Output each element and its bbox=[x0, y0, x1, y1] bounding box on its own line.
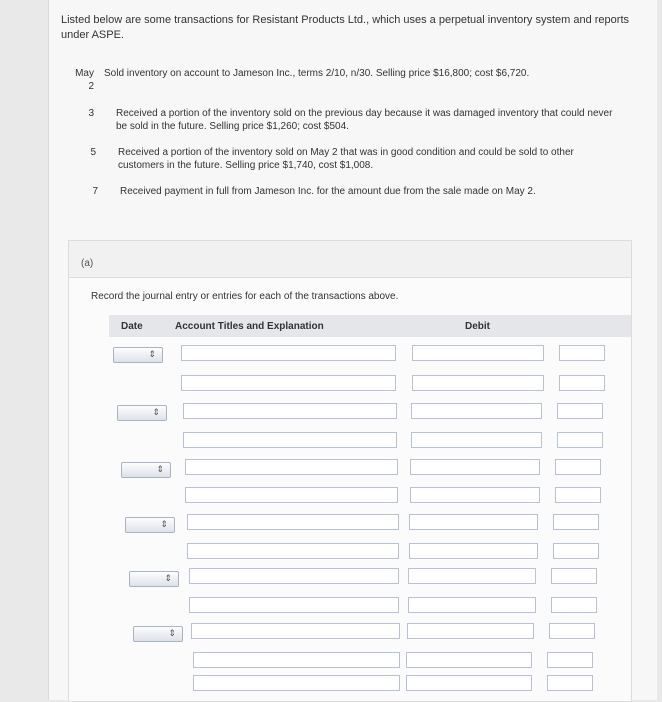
account-title-input[interactable] bbox=[187, 514, 399, 530]
account-title-input[interactable] bbox=[193, 675, 400, 691]
account-title-input[interactable] bbox=[183, 432, 397, 448]
account-title-input[interactable] bbox=[189, 568, 399, 584]
select-arrow-icon: ⇕ bbox=[160, 519, 168, 529]
account-title-input[interactable] bbox=[191, 623, 400, 639]
date-select[interactable] bbox=[121, 462, 171, 478]
credit-amount-input[interactable] bbox=[557, 403, 603, 419]
date-select[interactable] bbox=[117, 405, 167, 421]
date-column-header: Date bbox=[121, 321, 143, 332]
part-label: (a) bbox=[81, 258, 94, 269]
transaction-day: 3 bbox=[88, 108, 94, 119]
transaction-day: 7 bbox=[92, 186, 98, 197]
debit-amount-input[interactable] bbox=[412, 375, 544, 391]
date-select[interactable] bbox=[133, 626, 183, 642]
problem-intro: Listed below are some transactions for Resistant Products Ltd., which uses a perpetual inventory system and reports under ASPE. bbox=[61, 14, 630, 41]
transaction-day: 5 bbox=[90, 147, 96, 158]
transaction-text: Received payment in full from Jameson Inc. for the amount due from the sale made on May 2. bbox=[120, 186, 536, 197]
select-arrow-icon: ⇕ bbox=[152, 407, 160, 417]
transaction-row bbox=[54, 107, 634, 137]
credit-amount-input[interactable] bbox=[555, 487, 601, 503]
account-title-input[interactable] bbox=[181, 375, 396, 391]
account-title-input[interactable] bbox=[185, 459, 398, 475]
credit-amount-input[interactable] bbox=[549, 623, 595, 639]
account-column-header: Account Titles and Explanation bbox=[175, 321, 324, 332]
account-title-input[interactable] bbox=[189, 597, 399, 613]
transaction-row bbox=[58, 185, 638, 201]
debit-amount-input[interactable] bbox=[410, 459, 540, 475]
credit-amount-input[interactable] bbox=[551, 568, 597, 584]
debit-column-header: Debit bbox=[465, 321, 490, 332]
debit-amount-input[interactable] bbox=[409, 514, 538, 530]
credit-amount-input[interactable] bbox=[557, 432, 603, 448]
date-select[interactable] bbox=[113, 347, 163, 363]
select-arrow-icon: ⇕ bbox=[164, 573, 172, 583]
credit-amount-input[interactable] bbox=[559, 345, 605, 361]
account-title-input[interactable] bbox=[185, 487, 398, 503]
date-select[interactable] bbox=[129, 571, 179, 587]
select-arrow-icon: ⇕ bbox=[168, 628, 176, 638]
credit-amount-input[interactable] bbox=[555, 459, 601, 475]
date-select[interactable] bbox=[125, 517, 175, 533]
credit-amount-input[interactable] bbox=[547, 675, 593, 691]
account-title-input[interactable] bbox=[193, 652, 400, 668]
transaction-row bbox=[56, 146, 636, 176]
transaction-text: Sold inventory on account to Jameson Inc., terms 2/10, n/30. Selling price $16,800; cost $6,720. bbox=[104, 68, 530, 79]
transaction-day: 2 bbox=[88, 81, 94, 92]
transaction-text: Received a portion of the inventory sold on May 2 that was in good condition and could be sold to other customers in the future. Selling price $1,740, cost $1,008. bbox=[118, 147, 574, 171]
debit-amount-input[interactable] bbox=[408, 568, 536, 584]
debit-amount-input[interactable] bbox=[411, 403, 542, 419]
account-title-input[interactable] bbox=[181, 345, 396, 361]
debit-amount-input[interactable] bbox=[408, 597, 536, 613]
debit-amount-input[interactable] bbox=[411, 432, 542, 448]
credit-amount-input[interactable] bbox=[553, 514, 599, 530]
debit-amount-input[interactable] bbox=[406, 675, 532, 691]
account-title-input[interactable] bbox=[183, 403, 397, 419]
debit-amount-input[interactable] bbox=[410, 487, 540, 503]
account-title-input[interactable] bbox=[187, 543, 399, 559]
debit-amount-input[interactable] bbox=[406, 652, 532, 668]
select-arrow-icon: ⇕ bbox=[156, 464, 164, 474]
transaction-month: May bbox=[75, 68, 94, 79]
part-a-header bbox=[69, 241, 631, 278]
debit-amount-input[interactable] bbox=[407, 623, 534, 639]
transaction-text: Received a portion of the inventory sold on the previous day because it was damaged inventory that could never be sold in the future. Selling price $1,260; cost $504. bbox=[116, 108, 613, 132]
transaction-row bbox=[54, 67, 634, 97]
credit-amount-input[interactable] bbox=[551, 597, 597, 613]
select-arrow-icon: ⇕ bbox=[148, 349, 156, 359]
credit-amount-input[interactable] bbox=[547, 652, 593, 668]
debit-amount-input[interactable] bbox=[412, 345, 544, 361]
journal-table-header bbox=[109, 315, 631, 337]
credit-amount-input[interactable] bbox=[553, 543, 599, 559]
debit-amount-input[interactable] bbox=[409, 543, 538, 559]
instruction-text: Record the journal entry or entries for each of the transactions above. bbox=[91, 291, 399, 302]
part-a-panel bbox=[68, 240, 632, 702]
credit-amount-input[interactable] bbox=[559, 375, 605, 391]
